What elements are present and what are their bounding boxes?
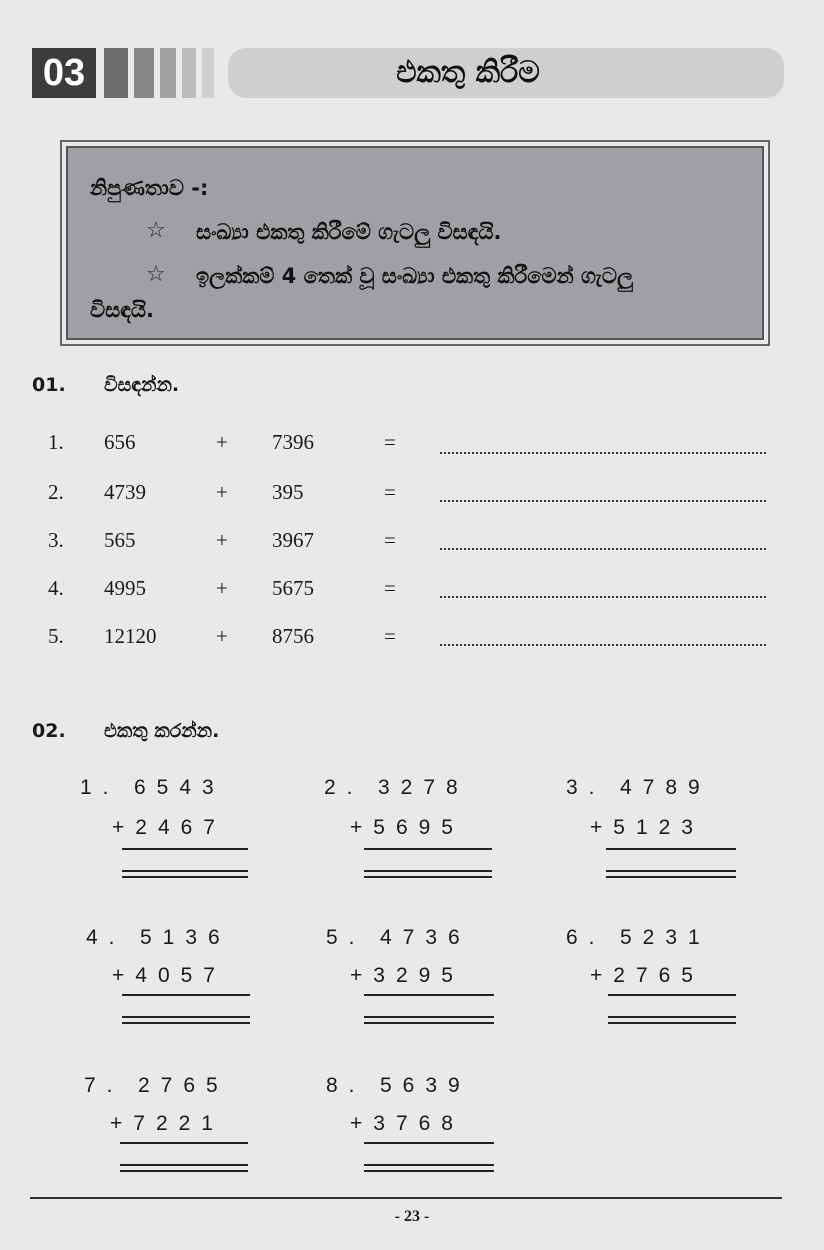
problem-bottom: +7221	[110, 1112, 224, 1135]
problem-top: 5231	[620, 926, 711, 949]
row-number: 2.	[48, 480, 64, 504]
addend-b: 395	[272, 480, 304, 504]
problem-top: 4736	[380, 926, 471, 949]
problem-number: 4.	[86, 926, 126, 949]
answer-double-rule	[608, 1016, 736, 1018]
plus-sign: +	[216, 528, 228, 552]
answer-double-rule	[364, 870, 492, 872]
answer-double-rule	[606, 876, 736, 878]
problem-bottom: +5123	[590, 816, 704, 839]
row-number: 1.	[48, 430, 64, 454]
equals-sign: =	[384, 576, 396, 600]
problem-bottom: +3768	[350, 1112, 464, 1135]
answer-double-rule	[122, 876, 248, 878]
answer-rule	[608, 994, 736, 996]
answer-rule	[364, 1142, 494, 1144]
problem-bottom: +3295	[350, 964, 464, 987]
problem-bottom: +2765	[590, 964, 704, 987]
addend-a: 656	[104, 430, 136, 454]
addend-a: 565	[104, 528, 136, 552]
plus-sign: +	[216, 430, 228, 454]
problem-bottom: +2467	[112, 816, 226, 839]
header-stripe	[182, 48, 196, 98]
page-title: එකතු කිරීම	[396, 55, 540, 90]
plus-sign: +	[216, 576, 228, 600]
section2-number: 02.	[32, 720, 66, 742]
problem-number: 5.	[326, 926, 366, 949]
addend-a: 4995	[104, 576, 146, 600]
answer-double-rule	[364, 1022, 494, 1024]
section1-number: 01.	[32, 374, 66, 396]
section2-title: එකතු කරන්න.	[104, 720, 220, 742]
header-stripe	[134, 48, 154, 98]
skill-item: ඉලක්කම් 4 තෙක් වූ සංඛ්‍යා එකතු කිරීමෙන් ගැටලු	[196, 264, 633, 288]
answer-double-rule	[364, 1164, 494, 1166]
problem-top: 3278	[378, 776, 469, 799]
problem-top: 5136	[140, 926, 231, 949]
skill-item-continuation: විසඳයි.	[90, 298, 154, 322]
equals-sign: =	[384, 480, 396, 504]
skills-label: නිපුණතාව -:	[90, 176, 209, 200]
addend-a: 4739	[104, 480, 146, 504]
equals-sign: =	[384, 624, 396, 648]
addend-b: 7396	[272, 430, 314, 454]
answer-double-rule	[608, 1022, 736, 1024]
answer-double-rule	[364, 876, 492, 878]
answer-rule	[120, 1142, 248, 1144]
answer-rule	[122, 994, 250, 996]
problem-top: 4789	[620, 776, 711, 799]
answer-rule	[364, 848, 492, 850]
addend-b: 5675	[272, 576, 314, 600]
equals-sign: =	[384, 430, 396, 454]
answer-line[interactable]	[440, 500, 766, 502]
answer-line[interactable]	[440, 548, 766, 550]
problem-bottom: +4057	[112, 964, 226, 987]
page-number: - 23 -	[394, 1208, 430, 1225]
problem-top: 5639	[380, 1074, 471, 1097]
problem-number: 2.	[324, 776, 364, 799]
header-stripe	[202, 48, 214, 98]
problem-number: 6.	[566, 926, 606, 949]
footer-divider	[30, 1197, 782, 1199]
answer-double-rule	[606, 870, 736, 872]
answer-double-rule	[122, 1022, 250, 1024]
problem-top: 2765	[138, 1074, 229, 1097]
row-number: 3.	[48, 528, 64, 552]
problem-number: 7.	[84, 1074, 124, 1097]
answer-rule	[606, 848, 736, 850]
equals-sign: =	[384, 528, 396, 552]
answer-double-rule	[364, 1016, 494, 1018]
addend-b: 8756	[272, 624, 314, 648]
answer-double-rule	[364, 1170, 494, 1172]
answer-line[interactable]	[440, 644, 766, 646]
header-stripe	[160, 48, 176, 98]
answer-rule	[122, 848, 248, 850]
header-stripe	[104, 48, 128, 98]
plus-sign: +	[216, 480, 228, 504]
answer-line[interactable]	[440, 452, 766, 454]
problem-number: 3.	[566, 776, 606, 799]
star-icon: ☆	[146, 262, 166, 287]
problem-top: 6543	[134, 776, 225, 799]
problem-bottom: +5695	[350, 816, 464, 839]
row-number: 4.	[48, 576, 64, 600]
section1-title: විසඳන්න.	[104, 374, 180, 396]
answer-rule	[364, 994, 494, 996]
addend-b: 3967	[272, 528, 314, 552]
row-number: 5.	[48, 624, 64, 648]
problem-number: 1.	[80, 776, 120, 799]
answer-double-rule	[122, 1016, 250, 1018]
skill-item: සංඛ්‍යා එකතු කිරීමේ ගැටලු විසඳයි.	[196, 220, 502, 244]
answer-double-rule	[120, 1170, 248, 1172]
addend-a: 12120	[104, 624, 157, 648]
lesson-number: 03	[32, 48, 96, 98]
star-icon: ☆	[146, 218, 166, 243]
plus-sign: +	[216, 624, 228, 648]
answer-line[interactable]	[440, 596, 766, 598]
problem-number: 8.	[326, 1074, 366, 1097]
answer-double-rule	[120, 1164, 248, 1166]
answer-double-rule	[122, 870, 248, 872]
